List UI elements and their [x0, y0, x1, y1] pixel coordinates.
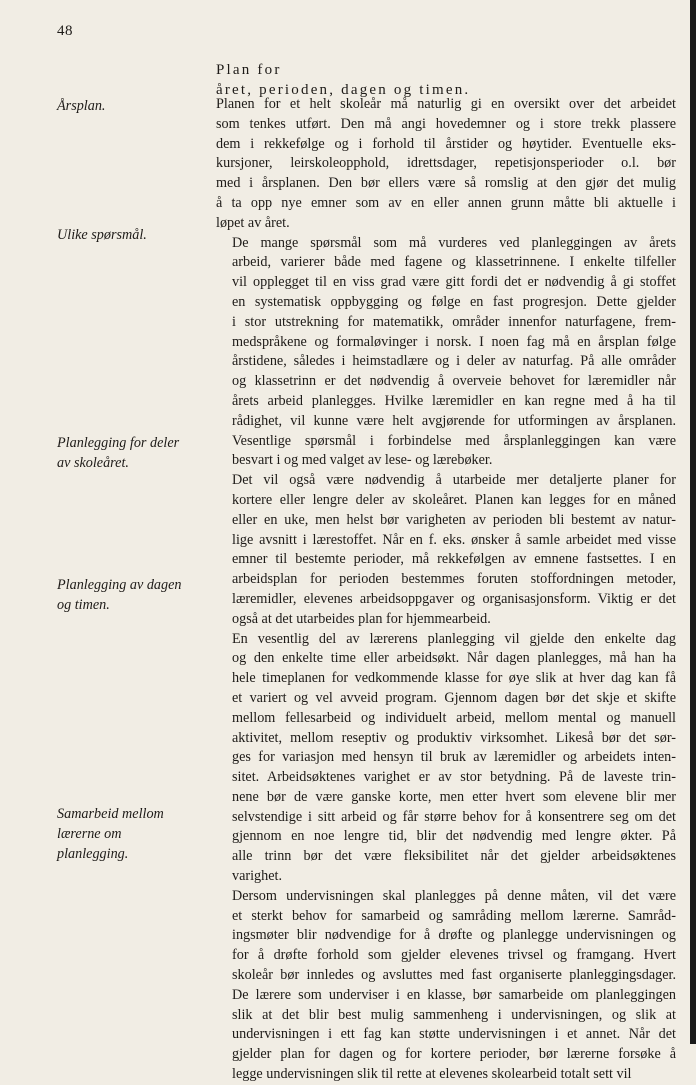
text-line: for å drøfte forhold som gjelder elevenes trivsel og framgang. Hvert — [232, 947, 676, 964]
heading-line-2: året, perioden, dagen og timen. — [216, 82, 471, 98]
text-line: som tenkes utført. Den må angi hovedemner og i store trekk plassere — [216, 115, 676, 132]
margin-note-deler-av-skolearet: Planlegging for deler av skoleåret. — [57, 435, 180, 471]
text-line: De lærere som underviser i en klasse, bør samarbeide om planleggingen — [232, 986, 676, 1003]
text-line: vil opplegget til en viss grad være gitt fordi det er nødvendig å gi stoffet — [232, 274, 676, 291]
text-line: Det vil også være nødvendig å utarbeide mer detaljerte planer for — [232, 472, 676, 489]
text-line: også at det utarbeides plan for hjemmearbeid. — [232, 610, 491, 627]
margin-note-dagen-og-timen: Planlegging av dagen og timen. — [57, 577, 182, 613]
margin-note-samarbeid: Samarbeid mellom lærerne om planlegging. — [57, 806, 164, 862]
paragraph — [216, 471, 676, 629]
text-line: arbeid, varierer både med fagene og klassetrinnene. I enkelte tilfeller — [232, 254, 676, 271]
text-line: De mange spørsmål som må vurderes ved planleggingen av årets — [232, 234, 676, 251]
text-line: ges for variasjon med hensyn til bruk av læremidler og arbeidets inten- — [232, 749, 676, 766]
text-line: Dersom undervisningen skal planlegges på denne måten, vil det være — [232, 887, 676, 904]
text-line: Planen for et helt skoleår må naturlig gi en oversikt over det arbeidet — [216, 96, 676, 112]
text-line: gjennom en noe lengre tid, blir det nødvendig med lengre økter. På — [232, 828, 676, 845]
paragraph — [216, 630, 676, 887]
text-line: aktivitet, mellom reseptiv og produktiv virksomhet. Likeså bør det sør- — [232, 729, 676, 746]
text-line: hele timeplanen for vedkommende klasse for øye slik at hver dag kan få — [232, 670, 676, 687]
section-heading — [216, 60, 676, 100]
text-line: med i årsplanen. Den bør ellers være så romslig at den gjør det mulig — [216, 175, 676, 192]
text-line: En vesentlig del av lærerens planlegging vil gjelde den enkelte dag — [232, 630, 676, 647]
text-line: alle trinn bør det være fleksibilitet når det gjelder arbeidsøktenes — [232, 848, 676, 865]
heading-line-1: Plan for — [216, 62, 282, 78]
text-line: mellom fellesarbeid og individuelt arbeid, mellom mental og manuell — [232, 709, 676, 726]
text-line: nene bør de være ganske korte, men etter hvert som elevene blir mer — [232, 788, 676, 805]
text-line: ingsmøter blir nødvendige for å drøfte og planlegge undervisningen og — [232, 927, 676, 944]
text-line: i stor utstrekning for matematikk, områder innenfor naturfagene, frem- — [232, 313, 676, 330]
page-edge — [690, 0, 696, 1044]
text-line: årstidene, således i heimstadlære og i deler av naturfag. På alle områder — [232, 353, 676, 370]
paragraph — [216, 95, 676, 234]
text-line: sitet. Arbeidsøktenes varighet er av stor betydning. På de laveste trin- — [232, 769, 676, 786]
text-line: årets arbeid planlegges. Hvilke læremidler en kan regne med å ha til — [232, 392, 676, 409]
text-line: dem i rekkefølge og i forhold til årstider og høytider. Eventuelle eks- — [216, 135, 676, 152]
paragraph — [216, 234, 676, 472]
text-line: Vesentlige spørsmål i forbindelse med årsplanleggingen kan være — [232, 432, 676, 449]
text-line: eller en uke, men helst bør varigheten av perioden bli bestemt av natur- — [232, 511, 676, 528]
text-line: rådighet, vil kunne være helt avgjørende for utformingen av årsplanen. — [232, 412, 676, 429]
text-line: løpet av året. — [216, 214, 290, 231]
body-text — [216, 95, 676, 1085]
text-line: og den enkelte time eller arbeidsøkt. Når dagen planlegges, må han ha — [232, 650, 676, 667]
text-line: læremidler, elevenes arbeidsoppgaver og organisasjonsform. Viktig er det — [232, 590, 676, 607]
text-line: medspråkene og formaløvinger i norsk. I noen fag må en årsplan følge — [232, 333, 676, 350]
text-line: kortere eller lengre deler av skoleåret. Planen kan legges for en måned — [232, 491, 676, 508]
text-line: et sterkt behov for samarbeid og samråding mellom lærerne. Samråd- — [232, 907, 676, 924]
text-line: kursjoner, leirskoleopphold, idrettsdager, repetisjonsperioder o.l. bør — [216, 155, 676, 172]
margin-note-ulike-sporsmal: Ulike spørsmål. — [57, 227, 147, 243]
margin-note-arsplan: Årsplan. — [57, 98, 106, 114]
text-line: lige avsnitt i lærestoffet. Når en f. eks. ønsker å samle arbeidet med visse — [232, 531, 676, 548]
text-line: arbeidsplan for perioden bestemmes foruten stoffordningen metoder, — [232, 571, 676, 588]
page-number: 48 — [57, 23, 73, 39]
text-line: varighet. — [232, 868, 283, 885]
text-line: gjelder plan for dagen og for kortere perioder, bør lærerne forsøke å — [232, 1046, 676, 1063]
text-line: legge undervisningen slik til rette at elevenes skolearbeid totalt sett vil — [232, 1066, 632, 1083]
text-line: en systematisk oppbygging og følge en fast progresjon. Dette gjelder — [232, 293, 676, 310]
paragraph — [216, 887, 676, 1085]
text-line: emner til bestemte perioder, må rekkefølgen av emnene fastsettes. I en — [232, 551, 676, 568]
text-line: slik at det blir best mulig sammenheng i undervisningen, og slik at — [232, 1006, 676, 1023]
text-line: og klassetrinn er det nødvendig å overveie behovet for læremidler når — [232, 373, 676, 390]
text-line: selvstendige i sitt arbeid og får større behov for å konsentrere seg om det — [232, 808, 676, 825]
text-line: å ta opp nye emner som av en eller annen grunn måtte bli aktuelle i — [216, 194, 676, 211]
text-line: et variert og vel avveid program. Gjennom dagen bør det skje et skifte — [232, 689, 676, 706]
text-line: undervisningen i ett fag kan støtte undervisningen i et annet. Når det — [232, 1026, 676, 1043]
text-line: besvart i og med valget av lese- og lærebøker. — [232, 452, 493, 469]
text-line: skoleår bør innledes og avsluttes med fast organiserte planleggingsdager. — [232, 967, 676, 984]
